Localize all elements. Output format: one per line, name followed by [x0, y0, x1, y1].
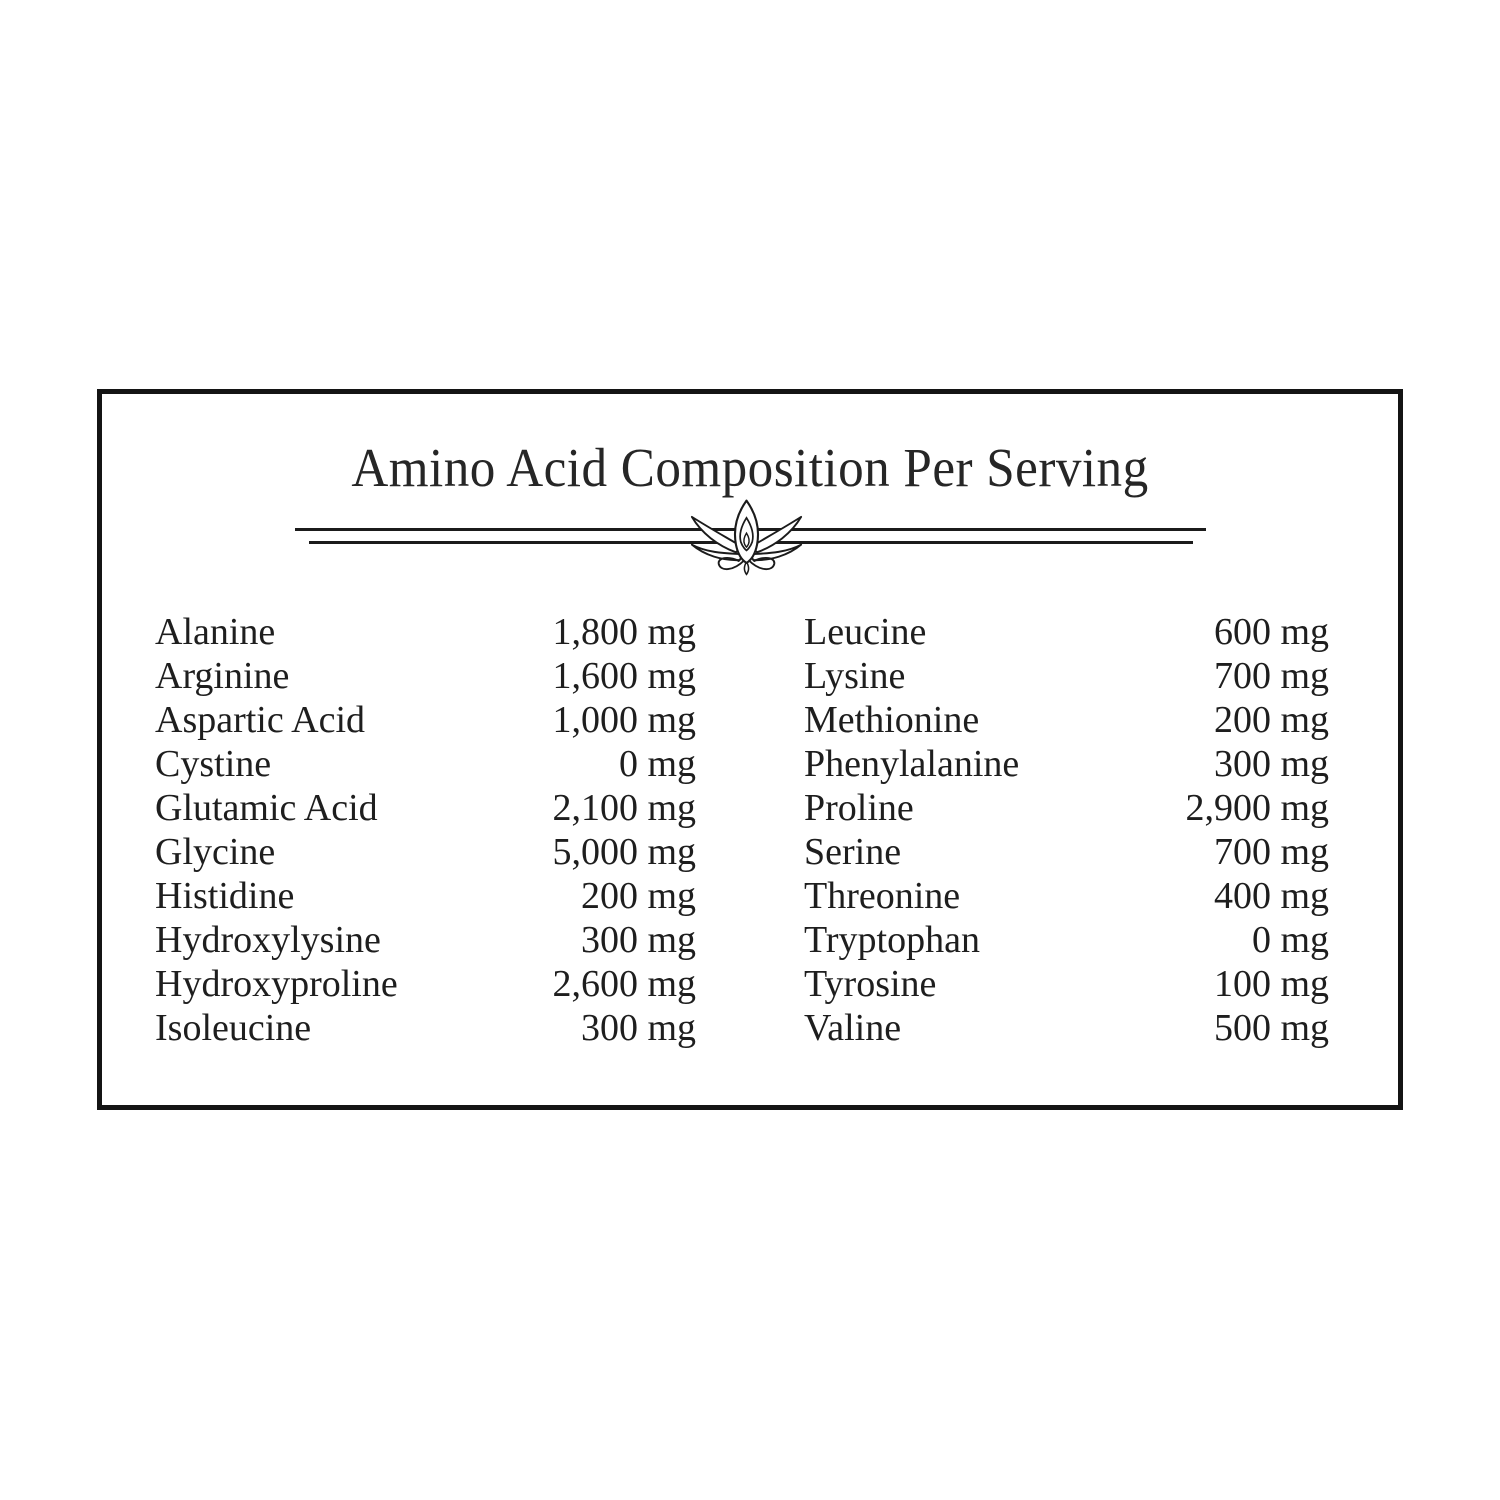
amino-acid-name: Alanine [155, 611, 276, 653]
panel-title: Amino Acid Composition Per Serving [351, 437, 1149, 498]
table-row [804, 786, 1329, 830]
table-row [155, 830, 696, 874]
amino-acid-name: Aspartic Acid [155, 699, 366, 741]
amino-acid-name: Hydroxylysine [155, 919, 381, 961]
amino-acid-name: Methionine [804, 699, 980, 741]
amino-acid-amount: 2,600 mg [552, 963, 696, 1005]
amino-acid-name: Histidine [155, 875, 295, 917]
amino-acid-name: Glycine [155, 831, 276, 873]
amino-acid-name: Lysine [804, 655, 906, 697]
amino-acid-amount: 300 mg [580, 919, 696, 961]
amino-acid-amount: 400 mg [1213, 875, 1329, 917]
amino-acid-name: Isoleucine [155, 1007, 312, 1049]
lotus-flourish-icon [689, 498, 804, 576]
amino-acid-amount: 600 mg [1213, 611, 1329, 653]
table-row [155, 1006, 696, 1050]
amino-acid-amount: 500 mg [1213, 1007, 1329, 1049]
amino-acid-name: Valine [804, 1007, 902, 1049]
amino-acid-name: Phenylalanine [804, 743, 1020, 785]
table-row [155, 918, 696, 962]
amino-acid-amount: 300 mg [580, 1007, 696, 1049]
amino-acid-name: Serine [804, 831, 902, 873]
table-row [155, 698, 696, 742]
amino-acid-name: Threonine [804, 875, 961, 917]
table-row [804, 918, 1329, 962]
amino-acid-name: Cystine [155, 743, 272, 785]
amino-acid-amount: 2,900 mg [1185, 787, 1329, 829]
table-row [155, 874, 696, 918]
table-row [804, 742, 1329, 786]
amino-acid-name: Leucine [804, 611, 927, 653]
amino-acid-amount: 0 mg [1251, 919, 1329, 961]
table-row [804, 610, 1329, 654]
amino-acid-amount: 1,600 mg [552, 655, 696, 697]
amino-acid-column-right [804, 610, 1329, 1050]
amino-acid-name: Tryptophan [804, 919, 980, 961]
amino-acid-amount: 100 mg [1213, 963, 1329, 1005]
table-row [804, 874, 1329, 918]
amino-acid-name: Arginine [155, 655, 290, 697]
amino-acid-name: Hydroxyproline [155, 963, 398, 1005]
amino-acid-amount: 2,100 mg [552, 787, 696, 829]
amino-acid-name: Glutamic Acid [155, 787, 378, 829]
table-row [155, 962, 696, 1006]
table-row [804, 830, 1329, 874]
amino-acid-amount: 700 mg [1213, 655, 1329, 697]
table-row [804, 962, 1329, 1006]
amino-acid-amount: 300 mg [1213, 743, 1329, 785]
table-row [804, 654, 1329, 698]
amino-acid-name: Tyrosine [804, 963, 937, 1005]
amino-acid-amount: 200 mg [1213, 699, 1329, 741]
amino-acid-amount: 5,000 mg [552, 831, 696, 873]
table-row [155, 654, 696, 698]
table-row [804, 1006, 1329, 1050]
amino-acid-amount: 200 mg [580, 875, 696, 917]
table-row [155, 742, 696, 786]
amino-acid-amount: 0 mg [618, 743, 696, 785]
amino-acid-panel [97, 389, 1403, 1110]
table-row [155, 610, 696, 654]
amino-acid-amount: 1,000 mg [552, 699, 696, 741]
amino-acid-amount: 700 mg [1213, 831, 1329, 873]
table-row [155, 786, 696, 830]
amino-acid-amount: 1,800 mg [552, 611, 696, 653]
amino-acid-column-left [155, 610, 696, 1050]
amino-acid-name: Proline [804, 787, 914, 829]
table-row [804, 698, 1329, 742]
